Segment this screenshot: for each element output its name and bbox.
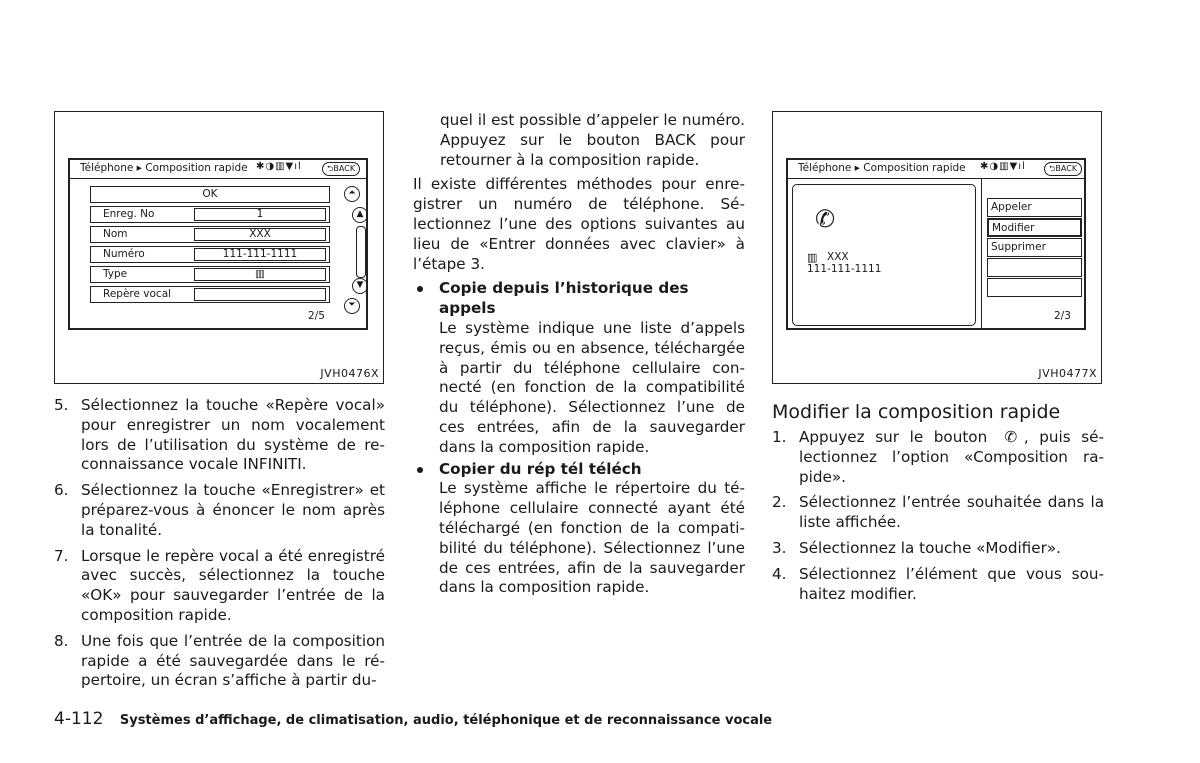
status-icons: ✱◑▥▼ıl <box>256 161 302 172</box>
item-text: Sélectionnez l’entrée souhaitée dans la liste affichée. <box>799 493 1104 532</box>
breadcrumb: Téléphone ▸ Composition rapide <box>798 162 966 174</box>
bullet-heading <box>413 460 745 480</box>
scrollbar-track[interactable] <box>356 226 366 278</box>
bullet-heading <box>413 279 745 319</box>
item-text: Appuyez sur le bouton <box>799 428 988 446</box>
ok-button[interactable] <box>90 186 330 203</box>
row-label: Type <box>103 268 128 280</box>
row-enreg-no[interactable] <box>90 206 330 223</box>
screen-speed-dial-detail <box>786 158 1086 330</box>
screen-header <box>70 160 366 179</box>
row-label: Enreg. No <box>103 208 155 220</box>
right-column <box>772 400 1104 610</box>
menu-item-empty[interactable] <box>987 258 1082 277</box>
bullet-title: Copie depuis l’historique des appels <box>439 279 689 318</box>
scroll-up-icon[interactable]: ▲ <box>352 207 368 223</box>
row-label: Repère vocal <box>103 288 172 300</box>
middle-column <box>413 111 745 600</box>
item-text: Lorsque le repère vocal a été enregistré avec succès, sélectionnez la touche «OK» pour sauvegarder l’entrée de la composition rapide. <box>81 546 385 624</box>
page-footer <box>54 709 772 729</box>
item-text: Sélectionnez la touche «Modifier». <box>799 538 1061 557</box>
back-button[interactable]: ⮌BACK <box>322 162 360 176</box>
row-value: 111-111-1111 <box>222 248 298 260</box>
contact-number: 111-111-1111 <box>807 263 882 275</box>
figure-id: JVH0476X <box>320 367 379 380</box>
item-number: 5. <box>54 396 69 414</box>
row-value: 1 <box>256 208 264 220</box>
menu-item-modifier[interactable]: Modifier <box>987 218 1082 237</box>
item-number: 4. <box>772 564 787 583</box>
page-number: 4-112 <box>54 709 104 729</box>
row-value-box <box>194 228 326 241</box>
bullet-dot-icon <box>417 286 423 292</box>
list-item <box>772 565 1104 605</box>
page-indicator: 2/5 <box>308 310 325 322</box>
row-value-box <box>194 208 326 221</box>
left-column <box>54 396 385 697</box>
scroll-top-icon[interactable]: ⏶ <box>344 186 360 202</box>
item-text: , puis sélectionnez l’option «Composition rapide». <box>799 428 1104 486</box>
bullet-body: Le système affiche le répertoire du téléphone cellulaire connecté ayant été téléchargé (en fonction de la compatibilité du téléphone). Sélectionnez l’une de ces entrées, afin de la sauvegarder dans la composition rapide. <box>439 479 745 597</box>
ok-label: OK <box>202 188 218 200</box>
item-text: Sélectionnez l’élément que vous souhaitez modifier. <box>799 564 1104 603</box>
row-label: Numéro <box>103 248 145 260</box>
phone-type-icon: ▥ <box>807 251 818 264</box>
chapter-title: Systèmes d’affichage, de climatisation, audio, téléphonique et de reconnaissance vocale <box>119 713 773 728</box>
phone-type-icon: ▥ <box>255 268 265 280</box>
list-item <box>54 632 385 691</box>
item-text: Sélectionnez la touche «Enregistrer» et préparez-vous à énoncer le nom après la tonalité. <box>81 481 385 539</box>
menu-item-appeler[interactable]: Appeler <box>987 198 1082 217</box>
contact-name: XXX <box>827 251 849 263</box>
figure-id: JVH0477X <box>1038 367 1097 380</box>
row-value-box <box>194 268 326 281</box>
menu-item-supprimer[interactable]: Supprimer <box>987 238 1082 257</box>
scroll-down-icon[interactable]: ▼ <box>352 278 368 294</box>
item-text: Une fois que l’entrée de la composition rapide a été sauvegardée dans le répertoire, un écran s’affiche à partir du- <box>81 631 385 690</box>
row-repere-vocal[interactable] <box>90 286 330 303</box>
breadcrumb: Téléphone ▸ Composition rapide <box>80 162 248 174</box>
item-number: 6. <box>54 481 69 500</box>
section-heading: Modifier la composition rapide <box>772 401 1061 423</box>
list-item <box>54 547 385 626</box>
row-value-box <box>194 248 326 261</box>
phone-handset-icon: ✆ <box>815 205 836 233</box>
screen-speed-dial-entry <box>68 158 368 330</box>
figure-speed-dial-entry <box>54 111 384 384</box>
item-number: 1. <box>772 428 787 446</box>
status-icons: ✱◑▥▼ıl <box>980 161 1026 172</box>
continuation-paragraph: quel il est possible d’appeler le numéro. Appuyez sur le bouton BACK pour retourner à la composition rapide. <box>440 111 745 169</box>
item-number: 8. <box>54 631 69 650</box>
row-type[interactable] <box>90 266 330 283</box>
item-text: Sélectionnez la touche «Repère vocal» pour enregistrer un nom vocalement lors de l’utilisation du système de reconnaissance vocale INFINITI. <box>81 396 385 474</box>
menu-item-empty[interactable] <box>987 278 1082 297</box>
menu-panel <box>981 178 1087 330</box>
list-item <box>54 396 385 475</box>
bullet-dot-icon <box>417 467 423 473</box>
list-item <box>772 539 1104 559</box>
row-nom[interactable] <box>90 226 330 243</box>
screen-header <box>788 160 1084 179</box>
item-number: 7. <box>54 546 69 565</box>
page-indicator: 2/3 <box>1054 310 1071 322</box>
row-label: Nom <box>103 228 128 240</box>
row-numero[interactable] <box>90 246 330 263</box>
bullet-title: Copier du rép tél téléch <box>439 459 642 478</box>
intro-paragraph: Il existe différentes méthodes pour enregistrer un numéro de téléphone. Sélectionnez l’une des options suivantes au lieu de «Entrer données avec clavier» à l’étape 3. <box>413 175 745 273</box>
contact-panel <box>792 184 976 326</box>
list-item <box>772 428 1104 487</box>
row-value: XXX <box>249 228 271 240</box>
phone-button-icon: ✆ <box>1004 428 1018 446</box>
list-item <box>54 481 385 540</box>
row-value-box <box>194 288 326 301</box>
list-item <box>772 493 1104 533</box>
scroll-bottom-icon[interactable]: ⏷ <box>344 298 360 314</box>
bullet-body: Le système indique une liste d’appels reçus, émis ou en absence, téléchargée à partir du téléphone cellulaire connecté (en fonction de la compatibilité du téléphone). Sélectionnez l’une de ces entrées, afin de la sauvegarder dans la composition rapide. <box>439 318 745 456</box>
figure-speed-dial-detail <box>772 111 1102 384</box>
back-button[interactable]: ⮌BACK <box>1044 162 1082 176</box>
item-number: 2. <box>772 493 787 512</box>
item-number: 3. <box>772 538 787 557</box>
